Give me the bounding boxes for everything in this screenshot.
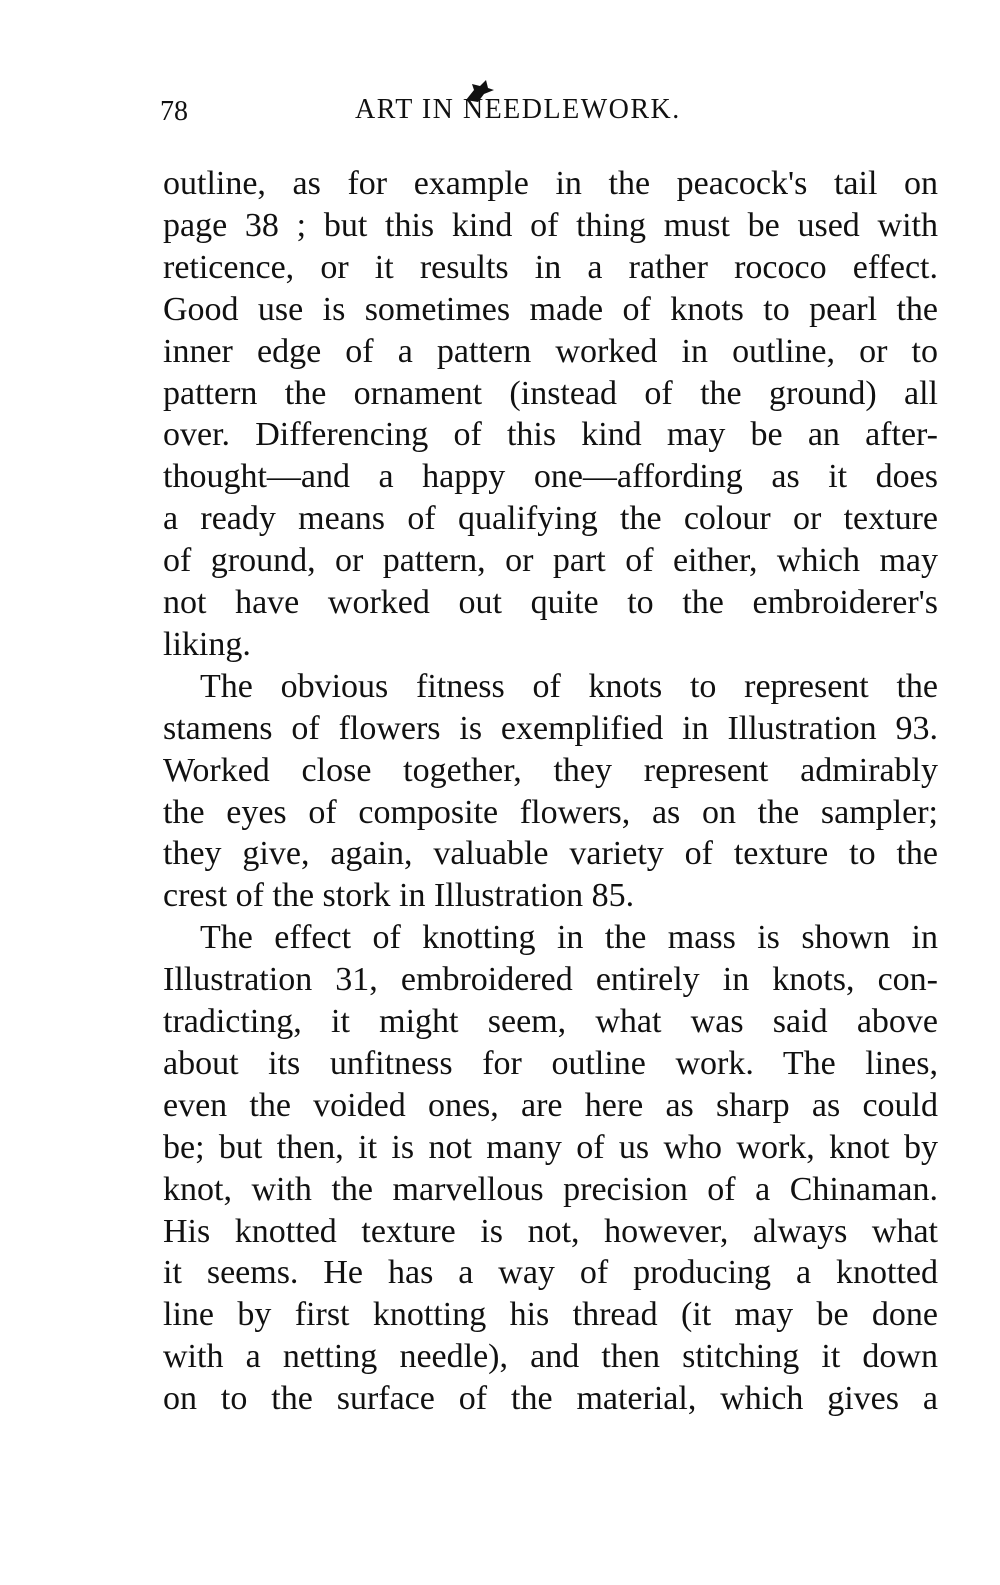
text-line: liking. <box>163 625 251 663</box>
text-line: thought—and a happy one—affording as it does <box>163 458 938 496</box>
text-line: The obvious fitness of knots to represent the <box>200 667 938 705</box>
running-title: ART IN NEEDLEWORK. <box>355 94 681 125</box>
text-line: they give, again, valuable variety of texture to the <box>163 835 938 873</box>
text-line: with a netting needle), and then stitching it down <box>163 1338 938 1376</box>
text-line: The effect of knotting in the mass is shown in <box>200 919 938 957</box>
text-line: even the voided ones, are here as sharp as could <box>163 1086 938 1124</box>
text-line: line by first knotting his thread (it may be done <box>163 1296 938 1334</box>
text-line: outline, as for example in the peacock's tail on <box>163 165 938 202</box>
text-line: page 38 ; but this kind of thing must be used with <box>163 206 938 244</box>
text-line: not have worked out quite to the embroiderer's <box>163 584 938 621</box>
text-line: knot, with the marvellous precision of a Chinaman. <box>163 1170 938 1208</box>
text-line: over. Differencing of this kind may be an after- <box>163 416 938 454</box>
text-line: inner edge of a pattern worked in outline, or to <box>163 332 938 370</box>
text-line: His knotted texture is not, however, always what <box>163 1212 938 1250</box>
text-line: Good use is sometimes made of knots to pearl the <box>163 290 938 328</box>
text-line: reticence, or it results in a rather rococo effect. <box>163 248 938 286</box>
text-line: about its unfitness for outline work. The lines, <box>163 1044 938 1082</box>
text-line: Illustration 31, embroidered entirely in knots, con- <box>163 961 938 999</box>
text-line: the eyes of composite flowers, as on the sampler; <box>163 793 938 831</box>
text-line: pattern the ornament (instead of the ground) all <box>163 374 938 412</box>
page-number: 78 <box>160 96 188 127</box>
text-line: it seems. He has a way of producing a knotted <box>163 1254 938 1292</box>
text-line: on to the surface of the material, which gives a <box>163 1380 938 1418</box>
text-line: stamens of flowers is exemplified in Illustration 93. <box>163 709 938 747</box>
text-line: Worked close together, they represent admirably <box>163 751 938 789</box>
text-line: be; but then, it is not many of us who work, knot by <box>163 1128 938 1166</box>
text-line: crest of the stork in Illustration 85. <box>163 877 635 915</box>
text-line: of ground, or pattern, or part of either, which may <box>163 542 938 580</box>
text-line: tradicting, it might seem, what was said above <box>163 1003 938 1040</box>
text-line: a ready means of qualifying the colour or texture <box>163 500 938 538</box>
